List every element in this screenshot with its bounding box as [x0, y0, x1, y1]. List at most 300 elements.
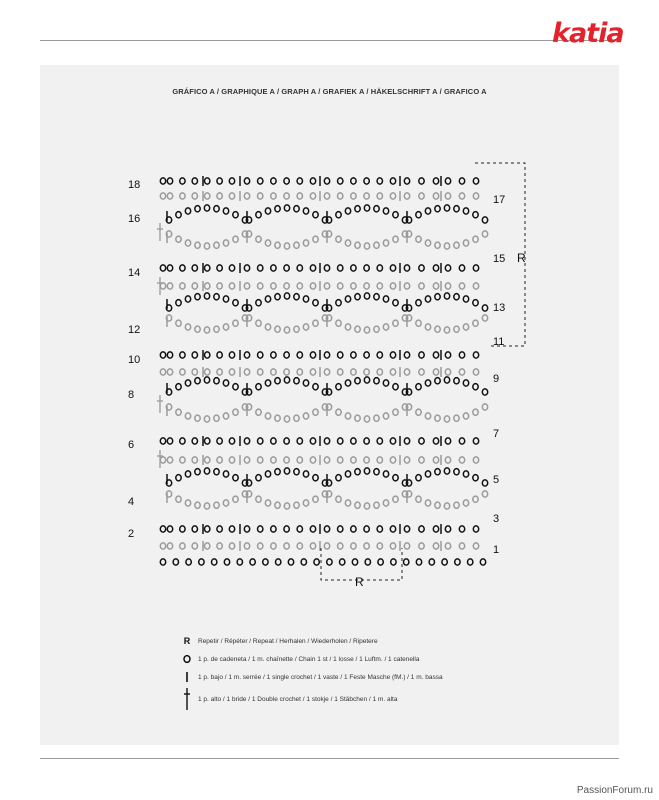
chain-stitch — [404, 457, 409, 463]
arch-chain — [454, 294, 459, 300]
arch-chain — [463, 471, 468, 477]
chain-stitch — [404, 526, 409, 532]
arch-chain — [416, 236, 421, 242]
chain-stitch — [167, 352, 172, 358]
foundation-chain — [365, 559, 370, 565]
katia-logo: katia — [552, 18, 624, 49]
arch-chain — [444, 243, 449, 249]
chain-stitch — [433, 352, 438, 358]
chain-stitch — [433, 283, 438, 289]
arch-chain — [435, 326, 440, 332]
arch-chain — [223, 324, 228, 330]
arch-chain — [313, 384, 318, 390]
chain-stitch — [445, 193, 450, 199]
chain-stitch — [390, 369, 395, 375]
arch-chain — [425, 500, 430, 506]
arch-chain — [204, 327, 209, 333]
arch-chain — [383, 413, 388, 419]
chain-stitch — [351, 352, 356, 358]
chain-stitch — [404, 369, 409, 375]
chain-stitch — [205, 193, 210, 199]
arch-chain — [275, 469, 280, 475]
arch-chain — [336, 384, 341, 390]
chain-stitch — [160, 352, 165, 358]
arch-chain — [176, 300, 181, 306]
row-number-left: 6 — [128, 439, 135, 451]
arch-chain — [256, 475, 261, 481]
chain-stitch — [192, 265, 197, 271]
arch-chain — [256, 409, 261, 415]
arch-chain — [265, 208, 270, 214]
arch-chain — [454, 469, 459, 475]
arch-chain — [482, 389, 487, 395]
chain-stitch — [473, 369, 478, 375]
chain-stitch — [192, 193, 197, 199]
chain-stitch — [297, 526, 302, 532]
chain-stitch — [473, 543, 478, 549]
arch-chain — [256, 320, 261, 326]
chain-stitch — [459, 526, 464, 532]
chain-stitch — [167, 178, 172, 184]
chain-stitch — [419, 438, 424, 444]
arch-chain — [454, 206, 459, 212]
chain-stitch — [271, 457, 276, 463]
chain-stitch — [433, 178, 438, 184]
arch-chain — [473, 300, 478, 306]
arch-chain — [355, 206, 360, 212]
chain-stitch — [338, 283, 343, 289]
chain-stitch — [364, 193, 369, 199]
arch-chain — [463, 380, 468, 386]
arch-chain — [185, 208, 190, 214]
arch-chain — [425, 471, 430, 477]
arch-chain — [275, 206, 280, 212]
arch-chain — [374, 242, 379, 248]
arch-chain — [355, 415, 360, 421]
arch-chain — [275, 502, 280, 508]
arch-chain — [355, 326, 360, 332]
arch-chain — [214, 378, 219, 384]
arch-chain — [473, 475, 478, 481]
chain-stitch — [258, 543, 263, 549]
arch-chain — [336, 409, 341, 415]
arch-chain — [393, 212, 398, 218]
arch-chain — [463, 240, 468, 246]
arch-chain — [195, 502, 200, 508]
chain-stitch — [229, 283, 234, 289]
arch-chain — [265, 296, 270, 302]
chain-stitch — [433, 457, 438, 463]
chain-stitch — [377, 438, 382, 444]
arch-chain — [223, 413, 228, 419]
chain-stitch — [284, 369, 289, 375]
chain-stitch — [217, 193, 222, 199]
arch-chain — [345, 296, 350, 302]
chain-stitch — [445, 543, 450, 549]
chain-stitch — [351, 438, 356, 444]
arch-chain — [482, 404, 487, 410]
arch-chain — [265, 380, 270, 386]
chain-stitch — [271, 438, 276, 444]
chain-stitch — [419, 283, 424, 289]
arch-chain — [463, 500, 468, 506]
chain-stitch — [284, 526, 289, 532]
arch-chain — [256, 236, 261, 242]
arch-chain — [355, 502, 360, 508]
arch-chain — [294, 415, 299, 421]
row-number-right: 13 — [493, 302, 506, 314]
arch-chain — [454, 378, 459, 384]
arch-chain — [336, 320, 341, 326]
chain-stitch — [419, 543, 424, 549]
arch-chain — [355, 469, 360, 475]
foundation-chain — [378, 559, 383, 565]
chain-stitch — [205, 178, 210, 184]
arch-chain — [374, 502, 379, 508]
repeat-icon: R — [183, 636, 191, 646]
chain-stitch — [192, 283, 197, 289]
arch-chain — [364, 327, 369, 333]
arch-chain — [294, 206, 299, 212]
arch-chain — [383, 500, 388, 506]
chain-stitch — [419, 178, 424, 184]
foundation-chain — [327, 559, 332, 565]
chain-stitch — [180, 438, 185, 444]
arch-chain — [425, 296, 430, 302]
arch-chain — [463, 324, 468, 330]
chain-stitch — [297, 265, 302, 271]
foundation-chain — [429, 559, 434, 565]
chain-stitch — [445, 178, 450, 184]
legend-text: 1 p. alto / 1 bride / 1 Double crochet / 1 stokje / 1 Stäbchen / 1 m. alta — [198, 695, 398, 703]
chain-stitch — [324, 283, 329, 289]
chain-stitch — [445, 369, 450, 375]
arch-chain — [176, 212, 181, 218]
chain-stitch — [351, 369, 356, 375]
chain-stitch — [160, 283, 165, 289]
arch-chain — [204, 205, 209, 211]
arch-chain — [345, 208, 350, 214]
arch-chain — [265, 500, 270, 506]
chain-stitch — [473, 526, 478, 532]
arch-chain — [482, 315, 487, 321]
arch-chain — [223, 240, 228, 246]
chain-stitch — [205, 543, 210, 549]
chain-stitch — [404, 193, 409, 199]
arch-chain — [284, 205, 289, 211]
foundation-chain — [301, 559, 306, 565]
arch-chain — [364, 205, 369, 211]
chain-stitch — [205, 265, 210, 271]
chain-stitch — [271, 369, 276, 375]
chain-stitch — [297, 193, 302, 199]
chain-stitch — [310, 178, 315, 184]
repeat-label-right: R — [517, 251, 526, 265]
chain-stitch — [244, 457, 249, 463]
chain-stitch — [229, 352, 234, 358]
arch-chain — [303, 471, 308, 477]
arch-chain — [473, 320, 478, 326]
chain-stitch — [205, 369, 210, 375]
arch-chain — [345, 413, 350, 419]
arch-chain — [482, 491, 487, 497]
chain-stitch — [258, 265, 263, 271]
row-number-right: 3 — [493, 513, 500, 525]
chain-stitch — [310, 265, 315, 271]
chain-stitch — [324, 352, 329, 358]
chain-stitch — [324, 193, 329, 199]
arch-chain — [185, 324, 190, 330]
arch-chain — [336, 496, 341, 502]
arch-chain — [284, 293, 289, 299]
arch-chain — [313, 496, 318, 502]
chain-stitch — [459, 193, 464, 199]
foundation-chain — [314, 559, 319, 565]
chain-stitch — [217, 178, 222, 184]
chain-stitch — [258, 193, 263, 199]
chain-stitch — [351, 283, 356, 289]
chain-stitch — [217, 352, 222, 358]
arch-chain — [195, 326, 200, 332]
chain-stitch — [160, 438, 165, 444]
chain-stitch — [180, 526, 185, 532]
chain-stitch — [160, 369, 165, 375]
arch-chain — [416, 212, 421, 218]
chain-stitch — [377, 457, 382, 463]
arch-chain — [374, 469, 379, 475]
arch-chain — [425, 413, 430, 419]
chain-stitch — [364, 543, 369, 549]
arch-chain — [416, 496, 421, 502]
arch-chain — [256, 496, 261, 502]
arch-chain — [214, 242, 219, 248]
arch-chain — [275, 378, 280, 384]
chain-stitch — [180, 193, 185, 199]
row-number-left: 16 — [128, 213, 141, 225]
arch-chain — [383, 471, 388, 477]
arch-chain — [284, 503, 289, 509]
chain-stitch — [284, 178, 289, 184]
arch-chain — [265, 471, 270, 477]
chain-stitch — [160, 526, 165, 532]
arch-chain — [313, 212, 318, 218]
chain-stitch — [364, 265, 369, 271]
foundation-chain — [237, 559, 242, 565]
chain-stitch — [390, 457, 395, 463]
chain-stitch — [180, 178, 185, 184]
chain-stitch — [445, 438, 450, 444]
arch-chain — [176, 475, 181, 481]
chain-stitch — [167, 283, 172, 289]
arch-chain — [313, 236, 318, 242]
arch-chain — [444, 468, 449, 474]
chain-stitch — [205, 438, 210, 444]
chain-stitch — [205, 283, 210, 289]
chain-stitch — [244, 352, 249, 358]
arch-chain — [185, 500, 190, 506]
chain-stitch — [297, 457, 302, 463]
chain-stitch — [445, 265, 450, 271]
arch-chain — [444, 377, 449, 383]
legend-item-double-crochet — [178, 686, 578, 712]
arch-chain — [195, 294, 200, 300]
arch-chain — [336, 475, 341, 481]
chain-stitch — [419, 526, 424, 532]
chain-stitch — [390, 526, 395, 532]
arch-chain — [435, 469, 440, 475]
foundation-chain — [199, 559, 204, 565]
foundation-chain — [352, 559, 357, 565]
row-number-left: 14 — [128, 267, 141, 279]
chain-stitch — [310, 193, 315, 199]
arch-chain — [364, 377, 369, 383]
row-number-left: 12 — [128, 324, 141, 336]
chain-stitch — [390, 265, 395, 271]
legend-text: 1 p. de cadeneta / 1 m. chaînette / Chain 1 st / 1 losse / 1 Luftm. / 1 catenella — [198, 655, 420, 663]
foundation-chain — [160, 559, 165, 565]
chain-stitch — [217, 369, 222, 375]
foundation-chain — [173, 559, 178, 565]
arch-chain — [416, 300, 421, 306]
chain-stitch — [205, 352, 210, 358]
chain-stitch — [351, 526, 356, 532]
foundation-chain — [455, 559, 460, 565]
chain-stitch — [338, 193, 343, 199]
chain-stitch — [459, 352, 464, 358]
arch-chain — [265, 413, 270, 419]
arch-chain — [435, 242, 440, 248]
arch-chain — [284, 468, 289, 474]
chain-stitch — [229, 265, 234, 271]
chain-stitch — [419, 265, 424, 271]
legend-item-chain — [178, 650, 578, 668]
chain-stitch — [192, 526, 197, 532]
chain-stitch — [338, 438, 343, 444]
chain-stitch-icon — [178, 654, 196, 664]
chain-stitch — [271, 526, 276, 532]
chain-stitch — [459, 543, 464, 549]
arch-chain — [425, 240, 430, 246]
arch-chain — [204, 416, 209, 422]
arch-chain — [416, 409, 421, 415]
arch-chain — [284, 416, 289, 422]
arch-chain — [425, 324, 430, 330]
chain-stitch — [160, 178, 165, 184]
chain-stitch — [433, 193, 438, 199]
chain-stitch — [258, 457, 263, 463]
chain-stitch — [459, 369, 464, 375]
chain-stitch — [244, 178, 249, 184]
chain-stitch — [377, 265, 382, 271]
foundation-chain — [212, 559, 217, 565]
arch-chain — [336, 300, 341, 306]
chain-stitch — [377, 352, 382, 358]
chain-stitch — [180, 457, 185, 463]
chain-stitch — [258, 526, 263, 532]
chain-stitch — [310, 438, 315, 444]
chain-stitch — [377, 369, 382, 375]
chain-stitch — [390, 352, 395, 358]
chain-stitch — [284, 438, 289, 444]
chain-stitch — [433, 265, 438, 271]
arch-chain — [214, 326, 219, 332]
chain-stitch — [459, 178, 464, 184]
chain-stitch — [284, 543, 289, 549]
arch-chain — [176, 409, 181, 415]
chain-stitch — [192, 457, 197, 463]
chain-stitch — [419, 193, 424, 199]
chain-stitch — [229, 457, 234, 463]
arch-chain — [355, 294, 360, 300]
arch-chain — [176, 236, 181, 242]
arch-chain — [294, 294, 299, 300]
chain-stitch — [364, 457, 369, 463]
chain-stitch — [244, 283, 249, 289]
chain-stitch — [419, 369, 424, 375]
row-number-right: 5 — [493, 474, 500, 486]
arch-chain — [374, 415, 379, 421]
arch-chain — [185, 240, 190, 246]
arch-chain — [303, 380, 308, 386]
chain-stitch — [338, 543, 343, 549]
arch-chain — [204, 293, 209, 299]
arch-chain — [393, 475, 398, 481]
chain-stitch — [167, 457, 172, 463]
chain-stitch — [192, 543, 197, 549]
chain-stitch — [338, 265, 343, 271]
arch-chain — [294, 502, 299, 508]
chain-stitch — [192, 178, 197, 184]
chain-stitch — [324, 265, 329, 271]
arch-chain — [355, 378, 360, 384]
arch-chain — [256, 212, 261, 218]
arch-chain — [204, 468, 209, 474]
chain-stitch — [310, 352, 315, 358]
arch-chain — [223, 208, 228, 214]
arch-chain — [393, 320, 398, 326]
chain-stitch — [229, 543, 234, 549]
chain-stitch — [404, 283, 409, 289]
chain-stitch — [351, 265, 356, 271]
chain-stitch — [377, 526, 382, 532]
arch-chain — [214, 415, 219, 421]
chain-stitch — [445, 457, 450, 463]
arch-chain — [214, 502, 219, 508]
chain-stitch — [445, 352, 450, 358]
row-number-left: 18 — [128, 179, 141, 191]
arch-chain — [265, 324, 270, 330]
chain-stitch — [297, 543, 302, 549]
chain-stitch — [271, 352, 276, 358]
foundation-chain — [480, 559, 485, 565]
chain-stitch — [167, 438, 172, 444]
chain-stitch — [160, 457, 165, 463]
chain-stitch — [297, 283, 302, 289]
chain-stitch — [310, 526, 315, 532]
arch-chain — [435, 502, 440, 508]
foundation-chain — [186, 559, 191, 565]
arch-chain — [454, 502, 459, 508]
chain-stitch — [284, 352, 289, 358]
chain-stitch — [351, 178, 356, 184]
chain-stitch — [244, 526, 249, 532]
arch-chain — [482, 217, 487, 223]
chain-stitch — [377, 543, 382, 549]
arch-chain — [444, 327, 449, 333]
chain-stitch — [244, 265, 249, 271]
chain-stitch — [324, 457, 329, 463]
arch-chain — [345, 240, 350, 246]
